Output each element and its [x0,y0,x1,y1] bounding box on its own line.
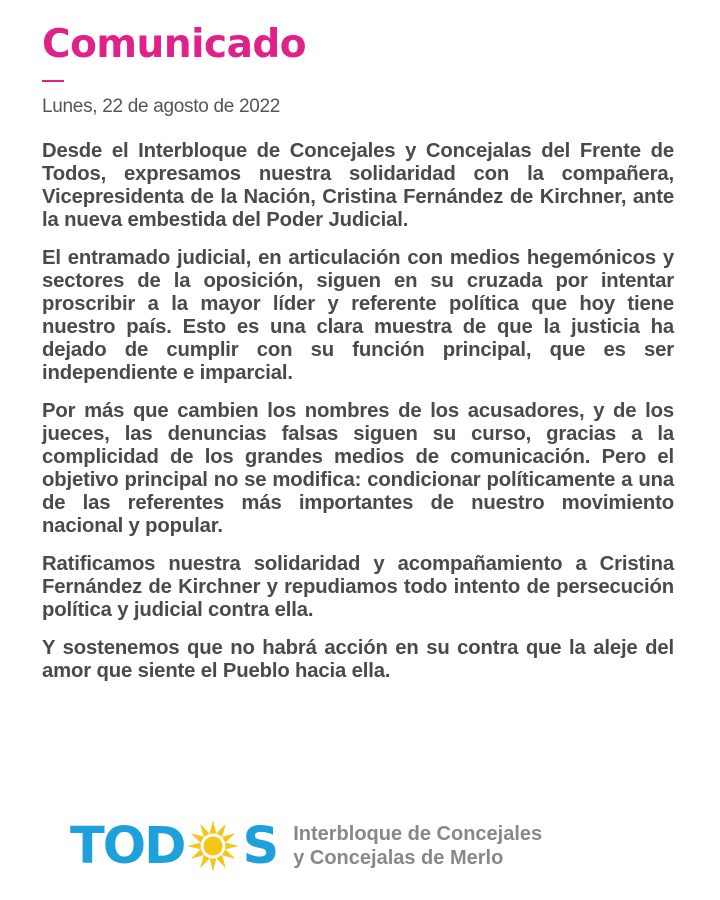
footer [70,818,542,874]
logo-text-left: TOD [70,816,185,876]
page-title: Comunicado [42,22,307,67]
date-line: Lunes, 22 de agosto de 2022 [42,96,281,117]
paragraph-1: Desde el Interbloque de Concejales y Concejalas del Frente de Todos, expresamos nuestra solidaridad con la compañera, Vicepresidenta de la Nación, Cristina Fernández de Kirchner, ante la nueva embestida del Poder Judicial. [42,140,674,231]
sun-icon [185,818,241,874]
organization-line-2: y Concejalas de Merlo [293,847,504,869]
paragraph-3: Por más que cambien los nombres de los acusadores, y de los jueces, las denuncias falsas siguen su curso, gracias a la complicidad de los grandes medios de comunicación. Pero el objetivo principal no se modifica: condicionar políticamente a una de las referentes más importantes de nuestro movimiento nacional y popular. [42,400,674,537]
title-underline [42,80,64,82]
todos-logo [70,818,277,874]
paragraph-5: Y sostenemos que no habrá acción en su contra que la aleje del amor que siente el Pueblo hacia ella. [42,637,674,682]
paragraph-2: El entramado judicial, en articulación con medios hegemónicos y sectores de la oposición, siguen en su cruzada por intentar proscribir a la mayor líder y referente política que hoy tiene nuestro país. Esto es una clara muestra de que la justicia ha dejado de cumplir con su función principal, que es ser independiente e imparcial. [42,247,674,384]
paragraph-4: Ratificamos nuestra solidaridad y acompañamiento a Cristina Fernández de Kirchner y repudiamos todo intento de persecución política y judicial contra ella. [42,553,674,621]
organization-name [293,822,542,870]
organization-line-1: Interbloque de Concejales [293,823,543,845]
logo-text-right: S [242,816,278,876]
communique-body [42,140,674,698]
